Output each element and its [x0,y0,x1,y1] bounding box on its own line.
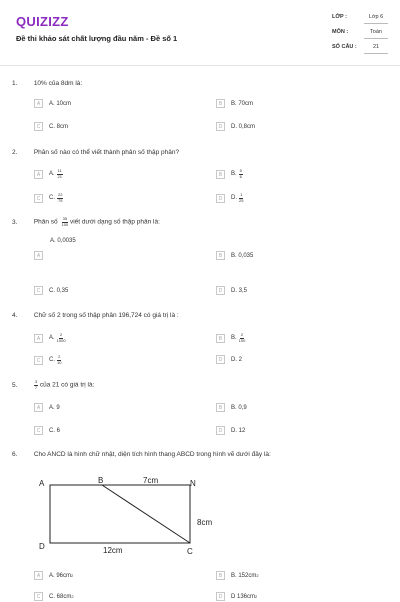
option-text: C. 0,35 [49,287,69,294]
question-text: Chữ số 2 trong số thập phân 196,724 có giá trị là : [33,312,179,319]
option-box[interactable]: B [216,571,225,580]
meta-label: LỚP : [332,14,347,20]
question-text: viết dưới dạng số thập phân là: [69,218,160,226]
meta-label: MÔN : [332,29,349,35]
fraction: $\frac{1}{25}$ [239,192,244,203]
option-text: B. 0,9 [231,404,247,411]
option-box[interactable]: C [34,356,43,365]
option-text: D. 3,5 [231,287,248,294]
option-text: A. 10cm [49,100,72,107]
question-text: Phân số nào có thể viết thành phân số thập phân? [33,149,180,156]
question-text: của 21 có giá trị là: [39,381,95,389]
fraction: $\frac{2}{100}$ [238,332,246,343]
fraction: $\frac{22}{75}$ [58,192,63,203]
question-number: 3. [12,218,18,226]
option-text: C. 68cm [49,593,72,600]
option-box[interactable]: A [34,403,43,412]
option-text: B. 70cm [231,100,254,107]
option-text: B. [231,171,237,177]
option-box[interactable]: C [34,194,43,203]
option-text: A. 9 [49,404,60,411]
option-a-text: A. 0,0035 [50,238,76,244]
fraction: $\frac{5}{6}$ [239,168,242,179]
length-top: 7cm [143,476,159,485]
option-box[interactable]: C [34,426,43,435]
option-text: C. 8cm [49,123,69,130]
question-text: Cho ANCD là hình chữ nhật, diện tích hình thang ABCD trong hình vẽ dưới đây là: [33,451,271,458]
length-side: 8cm [197,518,213,527]
question-number: 1. [12,80,18,87]
label-d: D [39,542,45,551]
label-c: C [187,547,193,556]
meta-label: SỐ CÂU : [332,44,357,50]
option-box[interactable]: C [34,122,43,131]
option-box[interactable]: B [216,170,225,179]
quizizz-logo: QUIZIZZ [16,14,69,29]
meta-value: Toán [364,29,388,39]
option-text: B. [231,335,237,341]
option-text: C. [49,357,55,363]
option-box[interactable]: A [34,334,43,343]
option-c[interactable]: C C. 68cm 2 [34,592,74,601]
option-box[interactable]: D [216,592,225,601]
option-text: D. 2 [231,356,243,363]
option-box[interactable]: B [216,99,225,108]
option-text: C. 6 [49,427,61,434]
option-box[interactable]: A [34,571,43,580]
label-n: N [190,479,196,488]
fraction: $\frac{35}{100}$ [61,216,69,227]
question-number: 4. [12,312,18,319]
option-box[interactable]: D [216,355,225,364]
option-text: D. 12 [231,427,246,434]
option-b[interactable]: B B. 152cm 2 [216,571,259,580]
meta-value: Lớp 6 [364,14,388,24]
option-d[interactable]: D D 136cm 2 [216,592,257,601]
option-text: B. 152cm [231,572,257,579]
option-text: A. [49,171,55,177]
option-box[interactable]: B [216,334,225,343]
rectangle-ancd [50,485,190,543]
option-box[interactable]: B [216,403,225,412]
length-bottom: 12cm [103,546,123,555]
fraction: $\frac{11}{21}$ [57,168,62,179]
option-box[interactable]: D [216,426,225,435]
option-box[interactable]: D [216,122,225,131]
label-b: B [98,476,104,485]
page-title: Đề thi khảo sát chất lượng đầu năm - Đề số 1 [16,34,178,43]
option-text: C. [49,195,55,201]
label-a: A [39,479,45,488]
question-text: Phân số [33,218,58,226]
question-text: 10% của 8dm là: [33,80,83,87]
segment-bc [102,485,190,543]
meta-value: 21 [364,44,388,54]
option-text: D 136cm [231,593,256,600]
option-box[interactable]: C [34,592,43,601]
option-text: D. [231,195,237,201]
question-number: 2. [12,149,18,156]
option-text: A. [49,335,55,341]
option-a[interactable]: A A. 96cm 2 [34,571,73,580]
option-box[interactable]: A [34,99,43,108]
fraction: $\frac{2}{1000}$ [56,332,66,343]
question-number: 6. [12,451,18,458]
option-box[interactable]: B [216,251,225,260]
option-text: D. 0,8cm [231,123,256,130]
option-box[interactable]: A [34,170,43,179]
option-box[interactable]: D [216,194,225,203]
fraction: $\frac{3}{7}$ [34,379,38,390]
option-box[interactable]: D [216,286,225,295]
question-number: 5. [12,381,18,389]
option-box[interactable]: A [34,251,43,260]
option-text: A. 96cm [49,572,72,579]
option-box[interactable]: C [34,286,43,295]
option-text: B. 0,035 [231,252,254,259]
fraction: $\frac{2}{10}$ [57,354,62,365]
